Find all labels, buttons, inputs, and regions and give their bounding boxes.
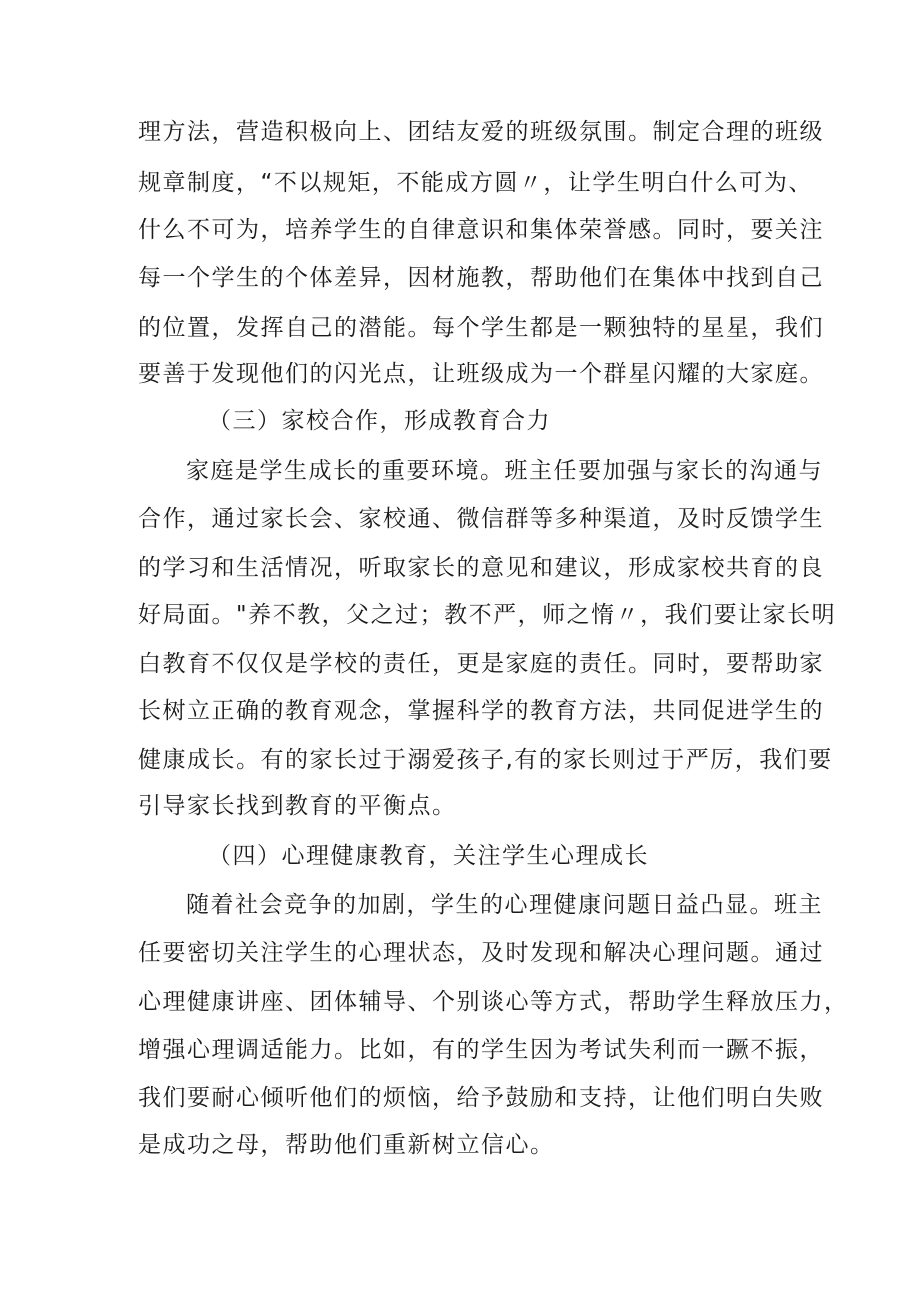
paragraph-line: 的学习和生活情况，听取家长的意见和建议，形成家校共育的良 bbox=[138, 555, 824, 581]
paragraph-line: 我们要耐心倾听他们的烦恼，给予鼓励和支持，让他们明白失败 bbox=[138, 1085, 824, 1111]
paragraph-line: 长树立正确的教育观念，掌握科学的教育方法，共同促进学生的 bbox=[138, 698, 824, 724]
paragraph-line: 随着社会竞争的加剧，学生的心理健康问题日益凸显。班主 bbox=[186, 892, 823, 918]
paragraph-line: 合作，通过家长会、家校通、微信群等多种渠道，及时反馈学生 bbox=[138, 506, 824, 532]
paragraph-line: 每一个学生的个体差异，因材施教，帮助他们在集体中找到自己 bbox=[138, 265, 824, 291]
paragraph-line: 理方法，营造积极向上、团结友爱的班级氛围。制定合理的班级 bbox=[138, 119, 824, 145]
paragraph-line: 任要密切关注学生的心理状态，及时发现和解决心理问题。通过 bbox=[138, 940, 824, 966]
paragraph-line: 引导家长找到教育的平衡点。 bbox=[138, 793, 457, 819]
paragraph-line: 增强心理调适能力。比如，有的学生因为考试失利而一蹶不振， bbox=[138, 1037, 824, 1063]
paragraph-line: 要善于发现他们的闪光点，让班级成为一个群星闪耀的大家庭。 bbox=[138, 361, 824, 387]
paragraph-line: 心理健康讲座、团体辅导、个别谈心等方式，帮助学生释放压力， bbox=[138, 989, 849, 1015]
paragraph-line: 是成功之母，帮助他们重新树立信心。 bbox=[138, 1132, 555, 1158]
paragraph-line: 规章制度，“不以规矩，不能成方圆〃，让学生明白什么可为、 bbox=[138, 170, 813, 196]
paragraph-line: 什么不可为，培养学生的自律意识和集体荣誉感。同时，要关注 bbox=[138, 217, 824, 243]
paragraph-line: 好局面。"养不教，父之过；教不严，师之惰〃，我们要让家长明 bbox=[138, 602, 837, 628]
section-heading: （三）家校合作，形成教育合力 bbox=[208, 408, 551, 434]
paragraph-line: 白教育不仅仅是学校的责任，更是家庭的责任。同时，要帮助家 bbox=[138, 651, 824, 677]
section-heading: （四）心理健康教育，关注学生心理成长 bbox=[208, 843, 649, 869]
paragraph-line: 的位置，发挥自己的潜能。每个学生都是一颗独特的星星，我们 bbox=[138, 315, 824, 341]
paragraph-line: 家庭是学生成长的重要环境。班主任要加强与家长的沟通与 bbox=[186, 458, 823, 484]
paragraph-line: 健康成长。有的家长过于溺爱孩子,有的家长则过于严厉，我们要 bbox=[138, 747, 833, 773]
